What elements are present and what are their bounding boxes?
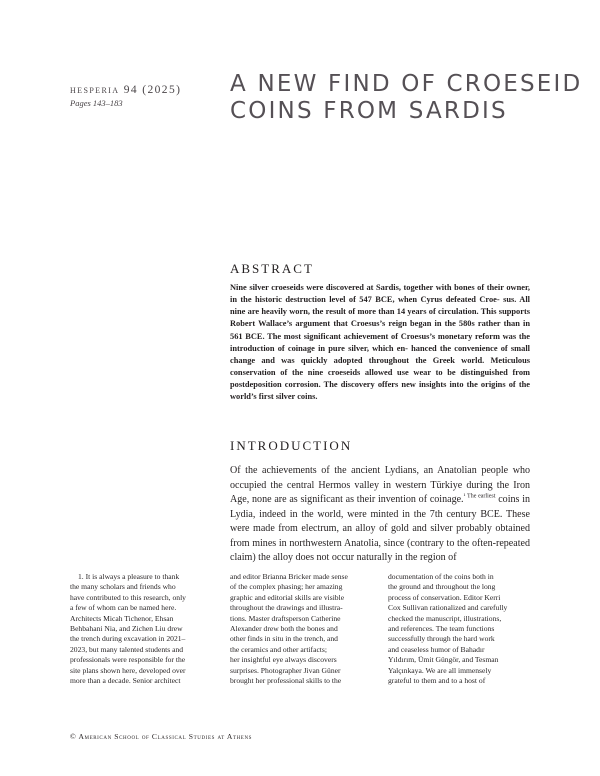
footnote-line: process of conservation. Editor Kerri [388,592,501,602]
abstract-line: This supports Robert Wallace’s argument that Croesus’s reign began in the [230,307,530,329]
footnote-line: successfully through the hard work [388,634,495,644]
intro-line: obtained from mines in northwestern Anatolia, since (contrary to the [230,523,530,549]
footnote-line: Yıldırım, Ümit Güngör, and Tesman [388,655,499,665]
footnote-line: professionals were responsible for the [70,655,186,665]
abstract-line: hanced the convenience of small change and was quickly adopted throughout [230,343,530,365]
footnote-column-3 [388,572,528,686]
intro-line: often-repeated claim) the alloy does not occur naturally in the region of [230,537,530,563]
abstract-line: 580s rather than in 561 BCE. The most significant achievement of Croesus’s [230,319,531,341]
footnote-line: and ceaseless humor of Bahadır [388,644,485,654]
footnote-line: graphic and editorial skills are visible [230,592,345,602]
footnote-line: and editor Brianna Bricker made sense [230,572,348,581]
footnote-line: the many scholars and friends who [70,582,176,592]
footnote-line: 1. It is always a pleasure to thank [78,572,180,581]
footnote-line: tions. Master draftsperson Catherine [230,613,341,623]
footnote-line: her insightful eye always discovers [230,655,337,665]
footnote-line: the ceramics and other artifacts; [230,644,327,654]
footnote-line: a few of whom can be named here. [70,603,177,613]
footnote-line: and references. The team functions [388,624,495,634]
abstract-line: wear to be distinguished from postdeposition corrosion. The discovery offers [230,368,530,390]
abstract-line: the Greek world. Meticulous conservation of the nine croeseids allowed use [230,355,530,378]
abstract-heading: ABSTRACT [230,261,314,276]
footnote-line: more than a decade. Senior architect [70,676,181,686]
title-line: COINS FROM SARDIS [230,98,508,124]
footnote-line: brought her professional skills to the [230,676,342,686]
footnote-line: Yalçınkaya. We are all immensely [388,665,492,675]
intro-line: Age, none are as significant as their invention of coinage. [230,494,464,505]
title-line: A NEW FIND OF CROESEID [230,71,583,97]
footnote-line: throughout the drawings and illustra- [230,603,343,613]
footnote-line: Architects Micah Tichenor, Ehsan [70,613,174,623]
copyright-notice: © American School of Classical Studies at Athens [70,732,253,741]
introduction-heading: INTRODUCTION [230,438,353,453]
abstract-line: monetary reform was the introduction of coinage in pure silver, which en- [230,331,530,353]
footnote-line: the trench during excavation in 2021– [70,634,186,644]
abstract-text [230,282,530,404]
footnote-line: have contributed to this research, only [70,592,186,602]
footnote-line: Cox Sullivan rationalized and carefully [388,603,508,613]
abstract-line: new insights into the origins of the world’s first silver coins. [230,380,530,402]
footnote-line: other finds in situ in the trench, and [230,634,338,644]
footnote-line: 2023, but many talented students and [70,644,184,654]
footnote-line: Alexander drew both the bones and [230,624,338,634]
article-title [230,71,582,125]
intro-line: coins in Lydia, indeed in the world, were minted in the 7th century BCE. [230,494,531,520]
abstract-line: Nine silver croeseids were discovered at Sardis, together with bones of their [230,283,504,292]
footnote-ref[interactable] [464,494,496,500]
intro-line: Of the achievements of the ancient Lydians, an Anatolian people who [230,465,530,476]
abstract-line: sus. All nine are heavily worn, the result of more than 14 years of circulation. [230,295,530,317]
footnote-line: surprises. Photographer Jivan Güner [230,665,341,675]
intro-line: These were made from electrum, an alloy of gold and silver probably [230,508,530,534]
journal-name: hesperia 94 (2025) [70,84,182,96]
abstract-line: owner, in the historic destruction level of 547 BCE, when Cyrus defeated Croe- [230,283,530,305]
page-range: Pages 143–183 [70,98,123,108]
footnote-line: Behbahani Nia, and Zichen Liu drew [70,624,183,634]
footnote-line: grateful to them and to a host of [388,676,486,686]
footnote-line: the ground and throughout the long [388,582,496,592]
footnote-line: of the complex phasing; her amazing [230,582,343,592]
footnote-line: checked the manuscript, illustrations, [388,613,502,623]
intro-line: occupied the central Hermos valley in western Türkiye during the Iron [230,479,530,491]
intro-line: ¹ The earliest [463,493,496,500]
footnote-line: documentation of the coins both in [388,572,494,581]
footnote-line: site plans shown here, developed over [70,665,186,675]
footnote-column-2 [230,572,372,686]
introduction-text [230,464,530,566]
footnote-column-1 [70,572,212,686]
